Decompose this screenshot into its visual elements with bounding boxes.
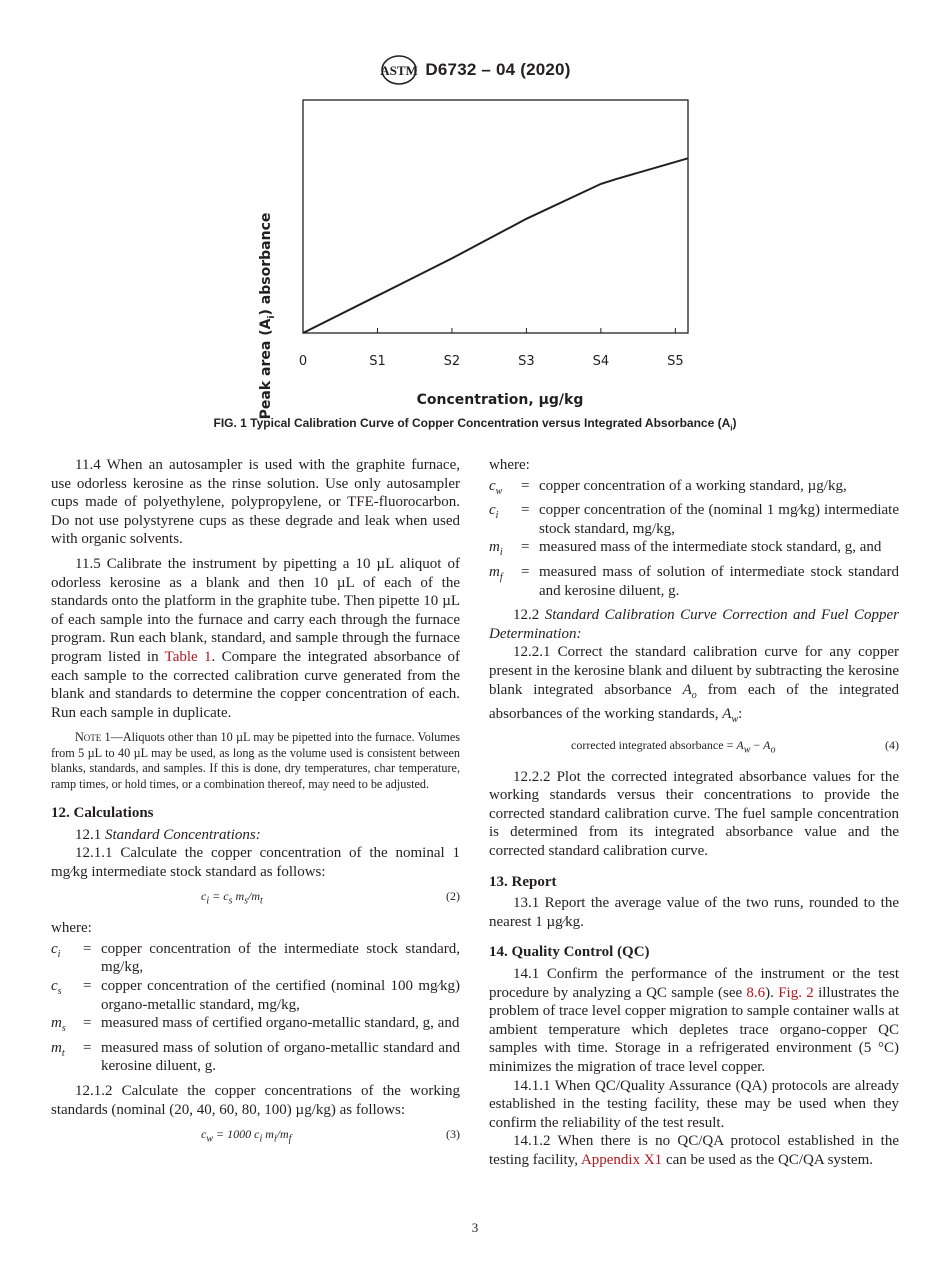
x-tick-label: 0 bbox=[298, 354, 308, 369]
equals-sign: = bbox=[521, 502, 530, 519]
table-1-link[interactable]: Table 1 bbox=[164, 648, 212, 665]
standard-designation: D6732 – 04 (2020) bbox=[425, 60, 571, 79]
chart-plot-area bbox=[250, 96, 710, 346]
definition-item bbox=[489, 501, 899, 538]
variable-symbol: $m_f$ bbox=[489, 563, 503, 583]
definition-item bbox=[51, 940, 460, 977]
definition-item bbox=[489, 538, 899, 563]
heading-calculations: 12. Calculations bbox=[51, 804, 154, 821]
heading-report: 13. Report bbox=[489, 873, 557, 890]
definition-item bbox=[51, 1014, 460, 1039]
definition-item bbox=[489, 477, 899, 502]
equals-sign: = bbox=[83, 1039, 92, 1056]
definition-text: copper concentration of the certified (nominal 100 mg⁄kg) organo-metallic standard, mg/kg, bbox=[101, 978, 460, 1013]
variable-symbol: $m_s$ bbox=[51, 1015, 66, 1035]
definition-text: measured mass of solution of intermediate stock standard and kerosine diluent, g. bbox=[539, 563, 899, 599]
section-12-2-1: 12.2.1 Correct the standard calibration curve for any copper present in the kerosine blank and diluent by subtracting the kerosine blank integrated absorbance $A_o$ from each of the integrated absorbances of the working standards, $A_w$: bbox=[489, 644, 899, 726]
definition-text: measured mass of the intermediate stock standard, g, and bbox=[539, 539, 882, 556]
definition-text: copper concentration of the intermediate stock standard, mg/kg, bbox=[101, 940, 460, 976]
x-tick-label: S3 bbox=[518, 354, 535, 369]
equals-sign: = bbox=[83, 978, 92, 995]
definition-text: measured mass of certified organo-metallic standard, g, and bbox=[101, 1015, 460, 1032]
variable-symbol: $c_s$ bbox=[51, 978, 62, 998]
section-8-6-link[interactable]: 8.6 bbox=[746, 984, 766, 1001]
equals-sign: = bbox=[83, 940, 92, 957]
appendix-x1-link[interactable]: Appendix X1 bbox=[580, 1151, 663, 1168]
fig-2-link[interactable]: Fig. 2 bbox=[778, 984, 814, 1001]
x-tick-label: S5 bbox=[667, 354, 684, 369]
variable-symbol: $c_i$ bbox=[51, 940, 61, 960]
x-tick-label: S1 bbox=[369, 354, 386, 369]
page-number: 3 bbox=[471, 1220, 479, 1235]
section-11-5: 11.5 Calibrate the instrument by pipetting a 10 µL aliquot of odorless kerosine as a blank and then 10 µL of each of the standards onto the platform in the graphite tube. Then pipette 10 µL of each sample into the furnace and carry each through the furnace program. Run each blank, standard, and sample through the furnace program listed in Table 1. Compare the integrated absorbance of each sample to the corrected calibration curve generated from the blank and standards to determine the copper concentration of each. Run each sample in duplicate. bbox=[51, 555, 460, 721]
equation-2: $c_i = c_s$ $m_s/m_t$ (2) bbox=[201, 889, 460, 907]
page-header bbox=[0, 54, 950, 86]
definition-text: copper concentration of a working standard, µg/kg, bbox=[539, 477, 847, 494]
equation-number: (3) bbox=[446, 1127, 460, 1142]
heading-quality-control: 14. Quality Control (QC) bbox=[489, 944, 650, 961]
x-tick-label: S4 bbox=[592, 354, 610, 369]
svg-text:ASTM: ASTM bbox=[380, 63, 419, 78]
note-1: Note 1—Aliquots other than 10 µL may be pipetted into the furnace. Volumes from 5 µL to 40 µL may be used, as long as the volume used is consistent between blanks, standards, and samples. If this is done, dry temperatures, char temperature, ramp times, or hold times, or a combination thereof, may need to be adjusted. bbox=[51, 730, 460, 791]
section-14-1-2: 14.1.2 When there is no QC/QA protocol established in the testing facility, Appendix X1 can be used as the QC/QA system. bbox=[489, 1133, 899, 1168]
y-axis-label: Peak area $(A_i)$ absorbance bbox=[258, 212, 277, 420]
astm-logo-icon bbox=[379, 54, 419, 86]
equals-sign: = bbox=[521, 539, 530, 556]
definition-item bbox=[489, 563, 899, 600]
section-11-4: 11.4 When an autosampler is used with the graphite furnace, use odorless kerosine as the rinse solution. Use only autosampler cups made of polyethylene, polypropylene, or TFE-fluorocarbon. Do not use polystyrene cups as these degrade and leak when used with organic solvents. bbox=[51, 457, 460, 548]
equation-number: (2) bbox=[446, 889, 460, 904]
definition-item bbox=[51, 1039, 460, 1076]
section-14-1-1: 14.1.1 When QC/Quality Assurance (QA) protocols are already established in the testing facility, these may be used when they confirm the reliability of the test result. bbox=[489, 1077, 899, 1131]
definition-text: measured mass of solution of organo-metallic standard and kerosine diluent, g. bbox=[101, 1039, 460, 1075]
equation-number: (4) bbox=[885, 737, 899, 752]
calibration-chart bbox=[250, 96, 710, 420]
variable-definitions bbox=[51, 940, 460, 1076]
section-13-1: 13.1 Report the average value of the two runs, rounded to the nearest 1 µg⁄kg. bbox=[489, 895, 899, 930]
variable-definitions bbox=[489, 477, 899, 601]
equals-sign: = bbox=[83, 1015, 92, 1032]
equation-4: corrected integrated absorbance = $A_w - A_o$ (4) bbox=[571, 737, 899, 756]
section-14-1: 14.1 Confirm the performance of the instrument or the test procedure by analyzing a QC sample (see 8.6). Fig. 2 illustrates the problem of trace level copper migration to sample container walls at ambient temperature which depletes trace organo-copper QC samples with time. Storage in a refrigerated environment (5 °C) minimizes the migration of trace level copper. bbox=[489, 966, 900, 1076]
section-12-2: 12.2 Standard Calibration Curve Correction and Fuel Copper Determination: bbox=[489, 607, 899, 642]
equation-3: $c_w = 1000$ $c_i$ $m_i/m_f$ (3) bbox=[201, 1127, 460, 1145]
equals-sign: = bbox=[521, 563, 530, 580]
variable-symbol: $c_w$ bbox=[489, 477, 503, 497]
x-axis-label: Concentration, µg/kg bbox=[416, 392, 584, 408]
figure-caption: FIG. 1 Typical Calibration Curve of Copper Concentration versus Integrated Absorbance $(A_i)$ bbox=[213, 416, 737, 433]
variable-symbol: $m_i$ bbox=[489, 539, 503, 559]
section-12-1-1: 12.1.1 Calculate the copper concentration of the nominal 1 mg⁄kg intermediate stock standard as follows: bbox=[51, 845, 460, 880]
section-12-1-2: 12.1.2 Calculate the copper concentrations of the working standards (nominal (20, 40, 60, 80, 100) µg/kg) as follows: bbox=[51, 1083, 460, 1118]
x-tick-label: S2 bbox=[443, 354, 461, 369]
variable-symbol: $m_t$ bbox=[51, 1039, 65, 1059]
right-column bbox=[489, 456, 899, 1170]
definition-item bbox=[51, 977, 460, 1014]
equals-sign: = bbox=[521, 477, 530, 494]
definition-text: copper concentration of the (nominal 1 mg⁄kg) intermediate stock standard, mg/kg, bbox=[539, 502, 899, 537]
where-label: where: bbox=[489, 457, 530, 473]
where-label: where: bbox=[51, 920, 92, 937]
variable-symbol: $c_i$ bbox=[489, 502, 499, 522]
section-12-1: 12.1 Standard Concentrations: bbox=[75, 826, 261, 843]
left-column bbox=[51, 456, 460, 1157]
section-12-2-2: 12.2.2 Plot the corrected integrated absorbance values for the working standards versus their concentrations to provide the corrected standard calibration curve. The fuel sample concentration is determined from its integrated absorbance value and the corrected standard calibration curve. bbox=[489, 768, 899, 860]
